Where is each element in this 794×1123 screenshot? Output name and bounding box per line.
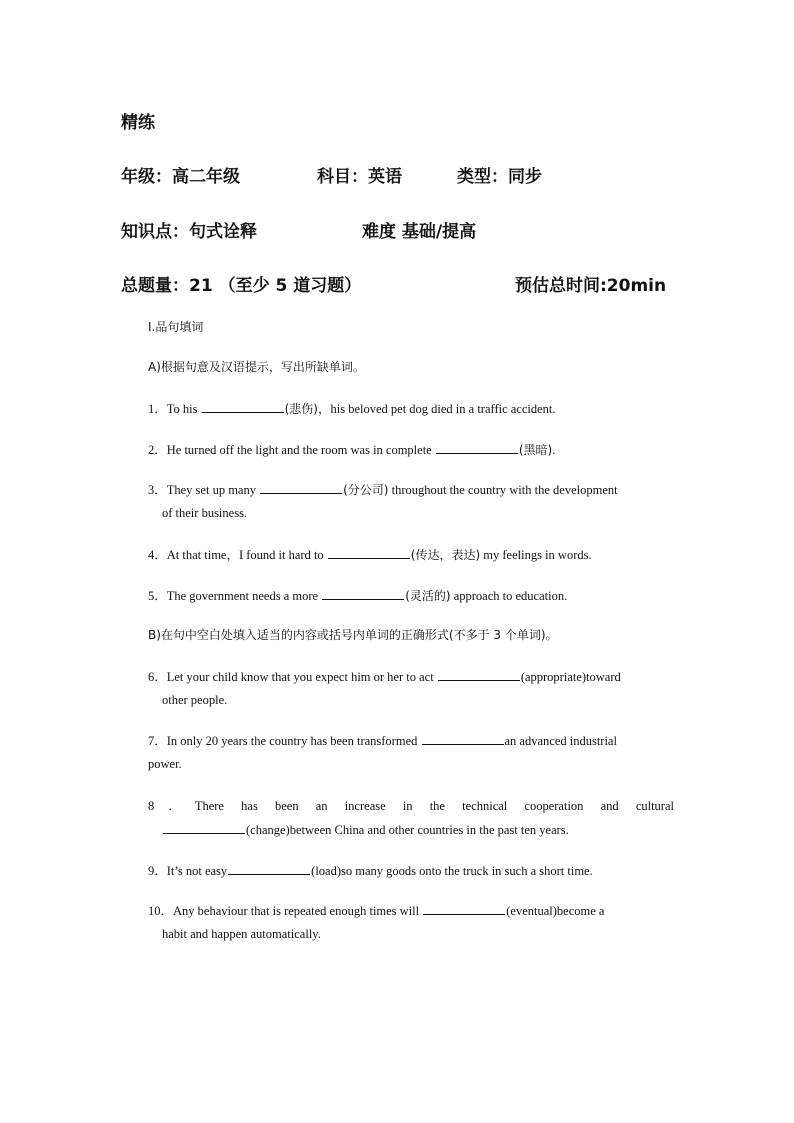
- question-10-cont: habit and happen automatically.: [162, 927, 321, 941]
- question-1: 1．To his (悲伤)，his beloved pet dog died in a traffic accident.: [148, 402, 556, 416]
- answer-blank[interactable]: [163, 822, 245, 834]
- subject-label: 科目：英语: [317, 167, 402, 187]
- part-a-instruction: A)根据句意及汉语提示，写出所缺单词。: [148, 360, 365, 374]
- answer-blank[interactable]: [438, 669, 520, 681]
- difficulty-label: 难度 基础/提高: [362, 222, 477, 242]
- total-label: 总题量：21 （至少 5 道习题）: [121, 276, 362, 296]
- answer-blank[interactable]: [260, 482, 342, 494]
- grade-label: 年级：高二年级: [121, 167, 240, 187]
- answer-blank[interactable]: [322, 588, 404, 600]
- question-3-cont: of their business.: [162, 506, 248, 520]
- question-7-cont: power.: [148, 757, 182, 771]
- answer-blank[interactable]: [202, 401, 284, 413]
- doc-title: 精练: [121, 113, 155, 133]
- question-5: 5．The government needs a more (灵活的) approach to education.: [148, 589, 568, 603]
- question-8: 8．There has been an increase in the technical cooperation and cultural: [148, 799, 674, 813]
- answer-blank[interactable]: [422, 733, 504, 745]
- question-6-cont: other people.: [162, 693, 228, 707]
- time-label: 预估总时间:20min: [515, 276, 667, 296]
- question-3: 3．They set up many (分公司) throughout the country with the development: [148, 483, 618, 497]
- answer-blank[interactable]: [423, 903, 505, 915]
- question-7: 7．In only 20 years the country has been transformed an advanced industrial: [148, 734, 617, 748]
- answer-blank[interactable]: [328, 547, 410, 559]
- question-4: 4．At that time，I found it hard to (传达，表达) my feelings in words.: [148, 548, 592, 562]
- answer-blank[interactable]: [228, 863, 310, 875]
- question-8-cont: (change)between China and other countries in the past ten years.: [162, 822, 569, 838]
- question-2: 2．He turned off the light and the room was in complete (黑暗).: [148, 443, 556, 457]
- question-10: 10．Any behaviour that is repeated enough times will (eventual)become a: [148, 904, 605, 918]
- part-b-instruction: B)在句中空白处填入适当的内容或括号内单词的正确形式(不多于 3 个单词)。: [148, 628, 558, 642]
- knowledge-label: 知识点：句式诠释: [121, 222, 257, 242]
- question-9: 9．It’s not easy (load)so many goods onto the truck in such a short time.: [148, 864, 593, 878]
- type-label: 类型：同步: [457, 167, 542, 187]
- section-heading: Ⅰ.品句填词: [148, 320, 204, 334]
- answer-blank[interactable]: [436, 442, 518, 454]
- question-6: 6．Let your child know that you expect him or her to act (appropriate)toward: [148, 670, 621, 684]
